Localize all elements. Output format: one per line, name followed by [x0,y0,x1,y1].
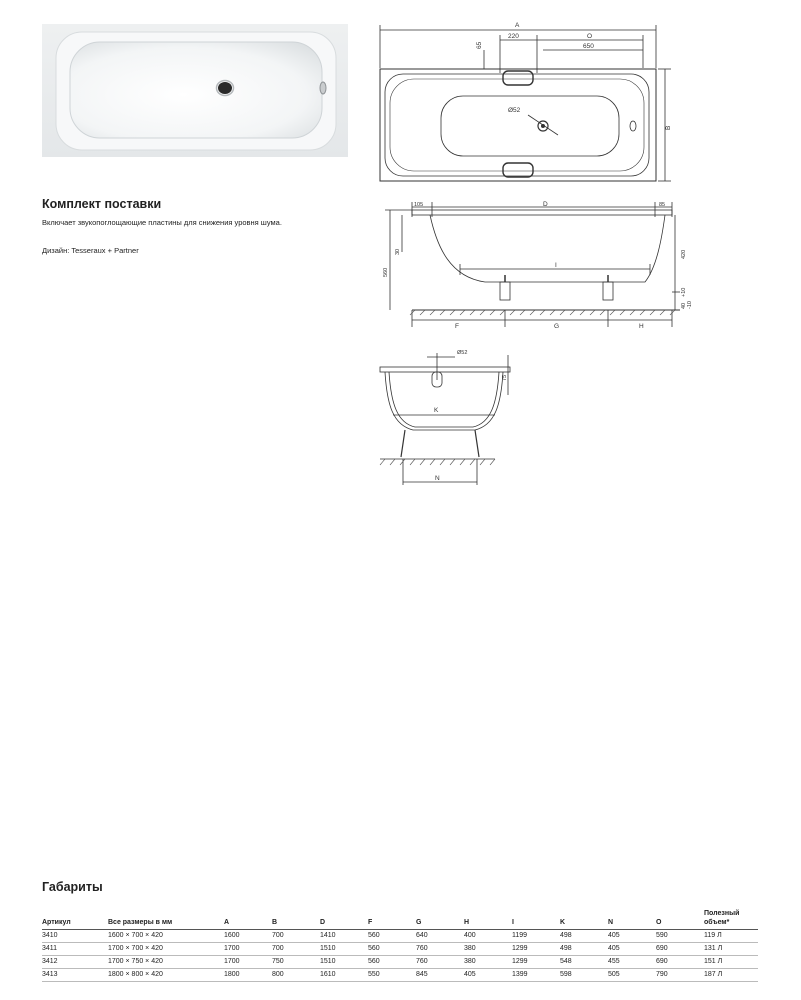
dim-420: 420 [681,249,687,259]
table-cell: 1600 × 700 × 420 [108,930,224,943]
table-cell: 1199 [512,930,560,943]
table-cell: 690 [656,943,704,956]
table-cell: 590 [656,930,704,943]
table-cell: 800 [272,969,320,982]
table-cell: 505 [608,969,656,982]
table-row [42,956,758,969]
table-cell: 550 [368,969,416,982]
delivery-kit-heading: Комплект поставки [42,197,162,211]
designer-credit: Дизайн: Tesseraux + Partner [42,246,139,255]
table-cell: 455 [608,956,656,969]
column-header: I [512,909,560,930]
table-cell: 405 [464,969,512,982]
table-cell: 119 Л [704,930,758,943]
table-header-row [42,909,758,930]
table-cell: 3411 [42,943,108,956]
table-cell: 700 [272,930,320,943]
table-cell: 1700 [224,943,272,956]
table-cell: 690 [656,956,704,969]
table-cell: 1510 [320,943,368,956]
table-cell: 1700 × 750 × 420 [108,956,224,969]
label-k: K [434,407,439,414]
table-cell: 1800 [224,969,272,982]
dim-105: 105 [414,202,424,208]
column-header: D [320,909,368,930]
table-cell: 1700 × 700 × 420 [108,943,224,956]
side-view-drawing [375,197,693,337]
dim-650: 650 [583,43,594,50]
table-cell: 700 [272,943,320,956]
label-b: B [665,125,672,130]
table-cell: 1299 [512,956,560,969]
column-header: B [272,909,320,930]
table-cell: 760 [416,943,464,956]
table-cell: 1600 [224,930,272,943]
table-cell: 750 [272,956,320,969]
label-f: F [455,323,459,330]
column-header: O [656,909,704,930]
column-header: G [416,909,464,930]
table-cell: 151 Л [704,956,758,969]
table-cell: 187 Л [704,969,758,982]
table-cell: 598 [560,969,608,982]
table-cell: 405 [608,930,656,943]
table-row [42,930,758,943]
dim-220: 220 [508,33,519,40]
table-cell: 380 [464,956,512,969]
column-header: K [560,909,608,930]
label-n: N [435,475,440,482]
delivery-kit-description: Включает звукопоглощающие пластины для снижения уровня шума. [42,218,282,227]
table-cell: 640 [416,930,464,943]
table-cell: 560 [368,956,416,969]
dim-560: 560 [383,267,389,277]
column-header: Все размеры в мм [108,909,224,930]
column-header: A [224,909,272,930]
dim-minus-10: -10 [687,301,693,309]
table-cell: 760 [416,956,464,969]
end-drain-dim: Ø52 [457,350,468,356]
dim-30: 30 [395,248,401,255]
dim-85: 85 [659,202,666,208]
table-cell: 380 [464,943,512,956]
table-cell: 1410 [320,930,368,943]
table-cell: 548 [560,956,608,969]
table-cell: 131 Л [704,943,758,956]
table-cell: 560 [368,943,416,956]
table-cell: 498 [560,930,608,943]
table-cell: 1510 [320,956,368,969]
table-cell: 1800 × 800 × 420 [108,969,224,982]
product-photo [42,24,348,157]
dim-40: 40 [681,302,687,309]
label-h: H [639,323,644,330]
label-a: A [515,22,520,29]
table-cell: 560 [368,930,416,943]
label-i: I [555,262,557,269]
column-header: H [464,909,512,930]
dimensions-table [42,909,758,982]
top-drain-dim: Ø52 [508,107,521,114]
end-view-drawing [375,345,525,485]
table-cell: 3410 [42,930,108,943]
table-row [42,943,758,956]
top-view-drawing [375,18,675,193]
table-row [42,969,758,982]
table-cell: 3413 [42,969,108,982]
column-header: F [368,909,416,930]
dim-65: 65 [476,41,483,49]
label-g: G [554,323,560,330]
label-d: D [543,201,548,208]
table-cell: 1299 [512,943,560,956]
dimensions-title: Габариты [42,880,103,894]
table-cell: 405 [608,943,656,956]
table-cell: 845 [416,969,464,982]
label-o: O [587,33,593,40]
column-header: N [608,909,656,930]
dim-75: 75 [502,374,508,381]
column-header: Полезный объем* [704,909,758,930]
table-cell: 1399 [512,969,560,982]
table-cell: 400 [464,930,512,943]
dim-plus-10: +10 [681,287,687,297]
table-cell: 1610 [320,969,368,982]
table-cell: 3412 [42,956,108,969]
table-cell: 790 [656,969,704,982]
table-cell: 1700 [224,956,272,969]
column-header: Артикул [42,909,108,930]
table-cell: 498 [560,943,608,956]
